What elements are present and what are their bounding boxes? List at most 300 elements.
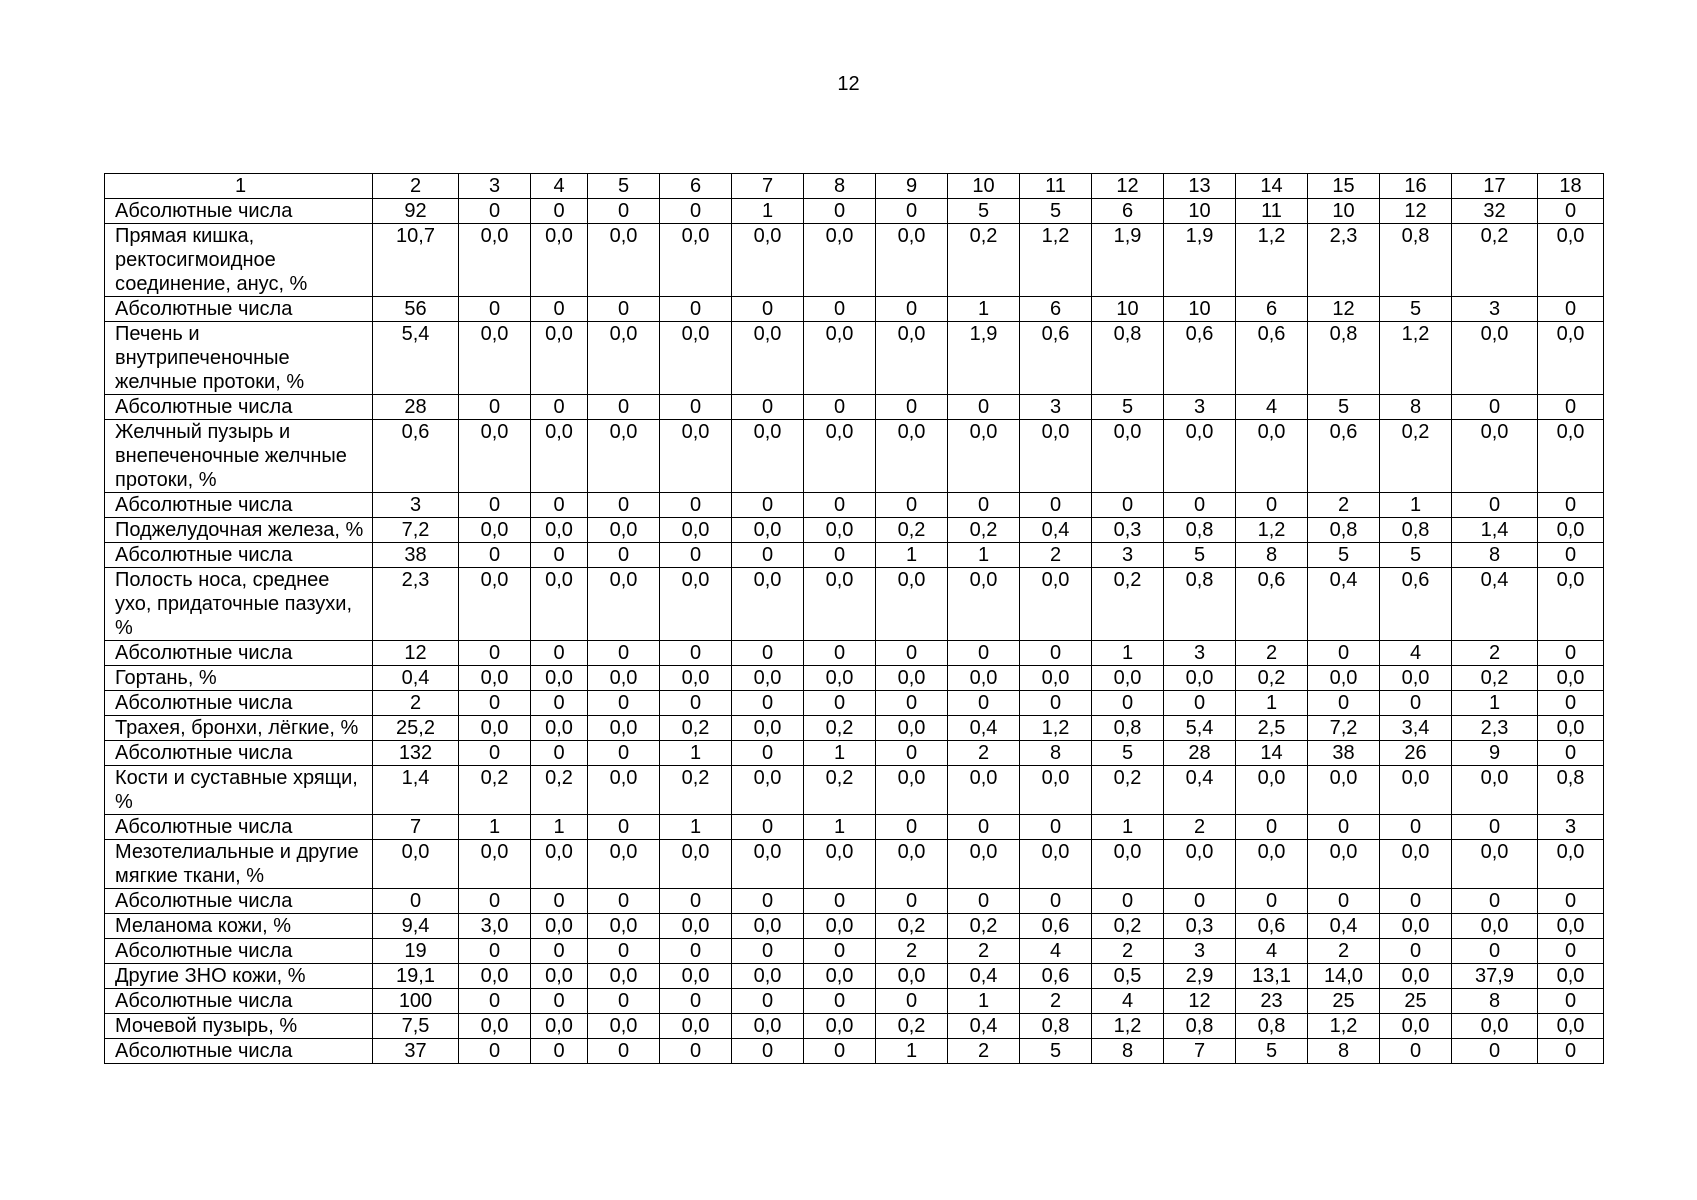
table-cell: 0,8	[1092, 322, 1164, 395]
table-cell: 0,4	[1452, 568, 1538, 641]
table-cell: 8	[1020, 741, 1092, 766]
table-cell: 0,0	[660, 964, 732, 989]
table-cell: 1	[876, 543, 948, 568]
table-cell: 3	[1164, 395, 1236, 420]
row-label: Абсолютные числа	[105, 641, 373, 666]
table-cell: 0	[804, 297, 876, 322]
table-cell: 0,2	[459, 766, 531, 815]
table-cell: 0,0	[804, 224, 876, 297]
table-cell: 0	[531, 297, 588, 322]
column-header: 12	[1092, 174, 1164, 199]
table-cell: 0,3	[1092, 518, 1164, 543]
table-cell: 2	[948, 1039, 1020, 1064]
table-cell: 1	[948, 297, 1020, 322]
table-cell: 1	[531, 815, 588, 840]
table-cell: 2	[876, 939, 948, 964]
table-cell: 0,0	[1380, 840, 1452, 889]
table-cell: 0	[459, 889, 531, 914]
table-cell: 0,0	[732, 716, 804, 741]
table-cell: 0	[1380, 691, 1452, 716]
table-cell: 4	[1092, 989, 1164, 1014]
table-cell: 0,2	[1452, 666, 1538, 691]
table-cell: 0	[804, 395, 876, 420]
table-cell: 7,2	[1308, 716, 1380, 741]
row-label: Желчный пузырь и внепеченочные желчные протоки, %	[105, 420, 373, 493]
table-cell: 0,0	[531, 322, 588, 395]
table-cell: 132	[373, 741, 459, 766]
column-header: 3	[459, 174, 531, 199]
table-cell: 0,0	[373, 840, 459, 889]
table-cell: 0	[1538, 395, 1604, 420]
table-cell: 0,0	[459, 716, 531, 741]
column-header: 18	[1538, 174, 1604, 199]
table-cell: 14	[1236, 741, 1308, 766]
table-cell: 0	[1380, 815, 1452, 840]
table-cell: 0	[660, 493, 732, 518]
table-cell: 1	[459, 815, 531, 840]
table-cell: 0	[804, 493, 876, 518]
table-cell: 0,2	[660, 716, 732, 741]
table-row	[105, 939, 1604, 964]
table-cell: 0,0	[732, 568, 804, 641]
table-cell: 10	[1164, 297, 1236, 322]
table-cell: 0,0	[588, 914, 660, 939]
table-cell: 5	[1164, 543, 1236, 568]
table-cell: 0,0	[459, 322, 531, 395]
table-cell: 0,0	[1380, 964, 1452, 989]
table-cell: 2	[1452, 641, 1538, 666]
table-cell: 0	[531, 691, 588, 716]
table-cell: 10,7	[373, 224, 459, 297]
table-row	[105, 691, 1604, 716]
table-cell: 25	[1308, 989, 1380, 1014]
table-cell: 0,0	[1020, 666, 1092, 691]
column-header: 15	[1308, 174, 1380, 199]
table-cell: 0	[732, 641, 804, 666]
table-cell: 0	[588, 199, 660, 224]
table-cell: 0,0	[588, 766, 660, 815]
table-cell: 0	[876, 199, 948, 224]
table-cell: 0	[660, 989, 732, 1014]
table-cell: 0	[1452, 889, 1538, 914]
table-cell: 0,2	[1380, 420, 1452, 493]
table-cell: 0,0	[1164, 666, 1236, 691]
table-cell: 0,0	[732, 666, 804, 691]
table-cell: 0,0	[1380, 766, 1452, 815]
table-cell: 0,0	[531, 914, 588, 939]
table-cell: 0,0	[1538, 224, 1604, 297]
table-cell: 0,0	[804, 518, 876, 543]
table-cell: 0,8	[1308, 518, 1380, 543]
table-cell: 0	[948, 395, 1020, 420]
table-cell: 0,0	[1538, 964, 1604, 989]
table-cell: 5	[1020, 199, 1092, 224]
table-cell: 0,0	[804, 322, 876, 395]
table-cell: 0,0	[660, 666, 732, 691]
table-cell: 0,0	[948, 420, 1020, 493]
table-cell: 0,0	[732, 420, 804, 493]
table-cell: 0,4	[1308, 914, 1380, 939]
table-cell: 0,2	[876, 914, 948, 939]
table-cell: 8	[1380, 395, 1452, 420]
table-cell: 0,4	[1164, 766, 1236, 815]
row-label: Другие ЗНО кожи, %	[105, 964, 373, 989]
table-cell: 0,6	[1236, 322, 1308, 395]
table-cell: 0,2	[531, 766, 588, 815]
table-cell: 0,0	[732, 1014, 804, 1039]
table-row	[105, 493, 1604, 518]
table-cell: 1,2	[1020, 224, 1092, 297]
row-label: Мезотелиальные и другие мягкие ткани, %	[105, 840, 373, 889]
table-cell: 0,0	[1452, 914, 1538, 939]
table-cell: 5	[1236, 1039, 1308, 1064]
column-header: 13	[1164, 174, 1236, 199]
table-cell: 0,0	[732, 766, 804, 815]
table-cell: 1	[1452, 691, 1538, 716]
table-cell: 0,8	[1164, 518, 1236, 543]
row-label: Абсолютные числа	[105, 395, 373, 420]
table-cell: 12	[1380, 199, 1452, 224]
table-cell: 2	[948, 741, 1020, 766]
table-cell: 0	[1236, 889, 1308, 914]
table-cell: 19,1	[373, 964, 459, 989]
table-cell: 0,0	[1380, 1014, 1452, 1039]
table-cell: 8	[1236, 543, 1308, 568]
table-cell: 0	[660, 691, 732, 716]
table-row	[105, 224, 1604, 297]
table-cell: 0	[1538, 889, 1604, 914]
table-cell: 37	[373, 1039, 459, 1064]
table-cell: 5	[1092, 741, 1164, 766]
table-cell: 0,0	[732, 964, 804, 989]
table-cell: 0,0	[876, 568, 948, 641]
table-cell: 0,0	[459, 1014, 531, 1039]
table-cell: 0,0	[1164, 840, 1236, 889]
table-cell: 0	[1236, 493, 1308, 518]
table-cell: 0,0	[804, 666, 876, 691]
row-label: Абсолютные числа	[105, 691, 373, 716]
table-cell: 0	[1308, 641, 1380, 666]
table-cell: 0,0	[1020, 766, 1092, 815]
table-cell: 0,8	[1236, 1014, 1308, 1039]
column-header: 2	[373, 174, 459, 199]
table-cell: 0,2	[804, 766, 876, 815]
table-cell: 0,0	[1538, 914, 1604, 939]
table-cell: 0,0	[1020, 420, 1092, 493]
table-cell: 0,2	[660, 766, 732, 815]
table-cell: 0,0	[948, 666, 1020, 691]
table-cell: 5,4	[1164, 716, 1236, 741]
table-cell: 2	[1164, 815, 1236, 840]
table-cell: 0	[588, 939, 660, 964]
table-cell: 0	[459, 641, 531, 666]
table-cell: 0,0	[531, 666, 588, 691]
row-label: Мочевой пузырь, %	[105, 1014, 373, 1039]
table-cell: 1	[1092, 815, 1164, 840]
table-cell: 0	[876, 395, 948, 420]
row-label: Полость носа, среднее ухо, придаточные пазухи, %	[105, 568, 373, 641]
column-header: 16	[1380, 174, 1452, 199]
table-cell: 0,2	[1452, 224, 1538, 297]
table-cell: 2	[1020, 543, 1092, 568]
table-cell: 0	[531, 199, 588, 224]
table-cell: 0,2	[1092, 766, 1164, 815]
table-cell: 0,0	[459, 420, 531, 493]
table-cell: 0	[531, 493, 588, 518]
table-row	[105, 199, 1604, 224]
table-cell: 3	[1164, 939, 1236, 964]
row-label: Поджелудочная железа, %	[105, 518, 373, 543]
table-cell: 0,6	[1020, 914, 1092, 939]
row-label: Абсолютные числа	[105, 493, 373, 518]
table-cell: 7,5	[373, 1014, 459, 1039]
table-cell: 0	[459, 199, 531, 224]
table-cell: 0	[1538, 493, 1604, 518]
table-cell: 6	[1092, 199, 1164, 224]
table-cell: 12	[1308, 297, 1380, 322]
table-cell: 0	[876, 741, 948, 766]
table-cell: 0	[948, 815, 1020, 840]
table-cell: 1	[660, 741, 732, 766]
table-cell: 0,2	[804, 716, 876, 741]
table-cell: 0	[588, 493, 660, 518]
table-cell: 0,2	[948, 914, 1020, 939]
table-cell: 9	[1452, 741, 1538, 766]
table-cell: 2,9	[1164, 964, 1236, 989]
table-cell: 0,0	[804, 840, 876, 889]
table-cell: 1	[876, 1039, 948, 1064]
table-cell: 0	[1538, 297, 1604, 322]
table-row	[105, 964, 1604, 989]
table-cell: 0,0	[1538, 420, 1604, 493]
table-cell: 4	[1236, 939, 1308, 964]
column-header: 17	[1452, 174, 1538, 199]
table-cell: 0	[732, 691, 804, 716]
table-cell: 0,0	[459, 666, 531, 691]
table-cell: 0	[876, 815, 948, 840]
table-cell: 1	[804, 815, 876, 840]
table-cell: 0,0	[588, 322, 660, 395]
table-cell: 1,2	[1380, 322, 1452, 395]
table-cell: 2	[1092, 939, 1164, 964]
table-cell: 0	[660, 297, 732, 322]
row-label: Печень и внутрипеченочные желчные протоки, %	[105, 322, 373, 395]
table-cell: 5	[1308, 395, 1380, 420]
table-cell: 28	[373, 395, 459, 420]
table-cell: 0,4	[1020, 518, 1092, 543]
table-cell: 0	[588, 741, 660, 766]
table-cell: 0,0	[531, 518, 588, 543]
table-cell: 0,0	[804, 420, 876, 493]
table-cell: 0,0	[1538, 322, 1604, 395]
table-cell: 0	[1538, 741, 1604, 766]
table-cell: 5	[948, 199, 1020, 224]
table-cell: 0,0	[531, 840, 588, 889]
table-cell: 0,6	[1236, 568, 1308, 641]
table-cell: 0,4	[948, 964, 1020, 989]
row-label: Абсолютные числа	[105, 297, 373, 322]
table-cell: 1,2	[1236, 224, 1308, 297]
table-row	[105, 766, 1604, 815]
table-cell: 0	[732, 815, 804, 840]
table-cell: 0,0	[948, 766, 1020, 815]
table-cell: 1,9	[948, 322, 1020, 395]
table-cell: 0	[1380, 1039, 1452, 1064]
table-cell: 10	[1092, 297, 1164, 322]
table-cell: 0	[459, 1039, 531, 1064]
table-cell: 92	[373, 199, 459, 224]
table-cell: 0	[732, 297, 804, 322]
table-cell: 0,0	[588, 420, 660, 493]
table-cell: 0,6	[1164, 322, 1236, 395]
table-row	[105, 420, 1604, 493]
table-row	[105, 395, 1604, 420]
row-label: Абсолютные числа	[105, 939, 373, 964]
table-cell: 5	[1380, 297, 1452, 322]
table-cell: 1	[660, 815, 732, 840]
table-cell: 0	[588, 543, 660, 568]
column-header: 14	[1236, 174, 1308, 199]
table-cell: 0,0	[1452, 1014, 1538, 1039]
table-cell: 0	[1092, 493, 1164, 518]
table-cell: 0	[804, 543, 876, 568]
table-cell: 0	[1020, 815, 1092, 840]
table-cell: 28	[1164, 741, 1236, 766]
table-cell: 0,0	[1538, 666, 1604, 691]
table-cell: 0	[1020, 691, 1092, 716]
table-row	[105, 297, 1604, 322]
table-cell: 0	[804, 989, 876, 1014]
table-row	[105, 322, 1604, 395]
table-cell: 0	[1538, 641, 1604, 666]
table-cell: 0	[459, 395, 531, 420]
table-cell: 0	[1452, 493, 1538, 518]
table-cell: 0	[588, 889, 660, 914]
table-cell: 0,0	[1092, 420, 1164, 493]
row-label: Трахея, бронхи, лёгкие, %	[105, 716, 373, 741]
table-cell: 0,0	[1538, 518, 1604, 543]
table-cell: 0	[531, 641, 588, 666]
table-cell: 0,0	[588, 224, 660, 297]
row-label: Прямая кишка, ректосигмоидное соединение, анус, %	[105, 224, 373, 297]
table-cell: 0	[459, 989, 531, 1014]
table-cell: 5	[1092, 395, 1164, 420]
column-header: 9	[876, 174, 948, 199]
table-cell: 0,0	[459, 518, 531, 543]
table-cell: 0	[948, 889, 1020, 914]
table-cell: 0	[531, 1039, 588, 1064]
table-cell: 0,8	[1308, 322, 1380, 395]
table-cell: 0	[660, 395, 732, 420]
table-cell: 0	[948, 493, 1020, 518]
column-header: 4	[531, 174, 588, 199]
table-cell: 1	[948, 989, 1020, 1014]
table-cell: 0,0	[732, 914, 804, 939]
table-cell: 0,0	[660, 914, 732, 939]
table-row	[105, 518, 1604, 543]
table-cell: 0,6	[373, 420, 459, 493]
table-cell: 0	[588, 1039, 660, 1064]
table-cell: 19	[373, 939, 459, 964]
table-cell: 5	[1380, 543, 1452, 568]
table-cell: 0	[1380, 939, 1452, 964]
table-cell: 0	[660, 641, 732, 666]
table-cell: 0	[1538, 543, 1604, 568]
table-cell: 0	[588, 297, 660, 322]
table-row	[105, 641, 1604, 666]
table-cell: 0,8	[1538, 766, 1604, 815]
table-cell: 0,2	[876, 518, 948, 543]
table-cell: 0,0	[588, 518, 660, 543]
table-cell: 0,0	[531, 716, 588, 741]
table-cell: 0	[588, 641, 660, 666]
table-cell: 0	[1308, 691, 1380, 716]
table-cell: 0,0	[804, 914, 876, 939]
table-cell: 0,4	[1308, 568, 1380, 641]
table-cell: 1,4	[373, 766, 459, 815]
table-cell: 0	[1452, 815, 1538, 840]
table-cell: 0,0	[876, 224, 948, 297]
table-cell: 0	[804, 641, 876, 666]
column-header: 8	[804, 174, 876, 199]
header-row	[105, 174, 1604, 199]
table-cell: 0,6	[1236, 914, 1308, 939]
column-header: 11	[1020, 174, 1092, 199]
table-cell: 0	[732, 989, 804, 1014]
table-cell: 2,3	[1452, 716, 1538, 741]
table-cell: 0	[876, 989, 948, 1014]
table-cell: 0,8	[1164, 568, 1236, 641]
table-cell: 0	[1538, 989, 1604, 1014]
table-cell: 0,0	[588, 716, 660, 741]
table-body	[105, 174, 1604, 1064]
table-cell: 4	[1020, 939, 1092, 964]
table-cell: 0,2	[948, 224, 1020, 297]
table-cell: 0	[1020, 641, 1092, 666]
table-cell: 8	[1308, 1039, 1380, 1064]
table-cell: 2,3	[373, 568, 459, 641]
column-header: 1	[105, 174, 373, 199]
table-cell: 0,0	[732, 224, 804, 297]
table-cell: 1	[732, 199, 804, 224]
table-row	[105, 1039, 1604, 1064]
table-cell: 0,0	[1020, 840, 1092, 889]
table-cell: 0,4	[948, 1014, 1020, 1039]
table-row	[105, 716, 1604, 741]
table-cell: 0	[459, 493, 531, 518]
table-cell: 2	[948, 939, 1020, 964]
table-cell: 0	[732, 543, 804, 568]
table-cell: 0,0	[531, 420, 588, 493]
table-cell: 0	[804, 691, 876, 716]
table-cell: 1,2	[1308, 1014, 1380, 1039]
table-cell: 0	[588, 395, 660, 420]
table-cell: 0,0	[588, 1014, 660, 1039]
table-cell: 7,2	[373, 518, 459, 543]
table-cell: 2	[1308, 493, 1380, 518]
table-cell: 0	[732, 395, 804, 420]
table-cell: 0,0	[459, 568, 531, 641]
column-header: 6	[660, 174, 732, 199]
table-cell: 8	[1092, 1039, 1164, 1064]
row-label: Абсолютные числа	[105, 199, 373, 224]
table-cell: 9,4	[373, 914, 459, 939]
table-cell: 0,0	[660, 840, 732, 889]
table-row	[105, 815, 1604, 840]
table-cell: 0,0	[732, 840, 804, 889]
table-cell: 0	[876, 691, 948, 716]
table-cell: 0	[660, 199, 732, 224]
